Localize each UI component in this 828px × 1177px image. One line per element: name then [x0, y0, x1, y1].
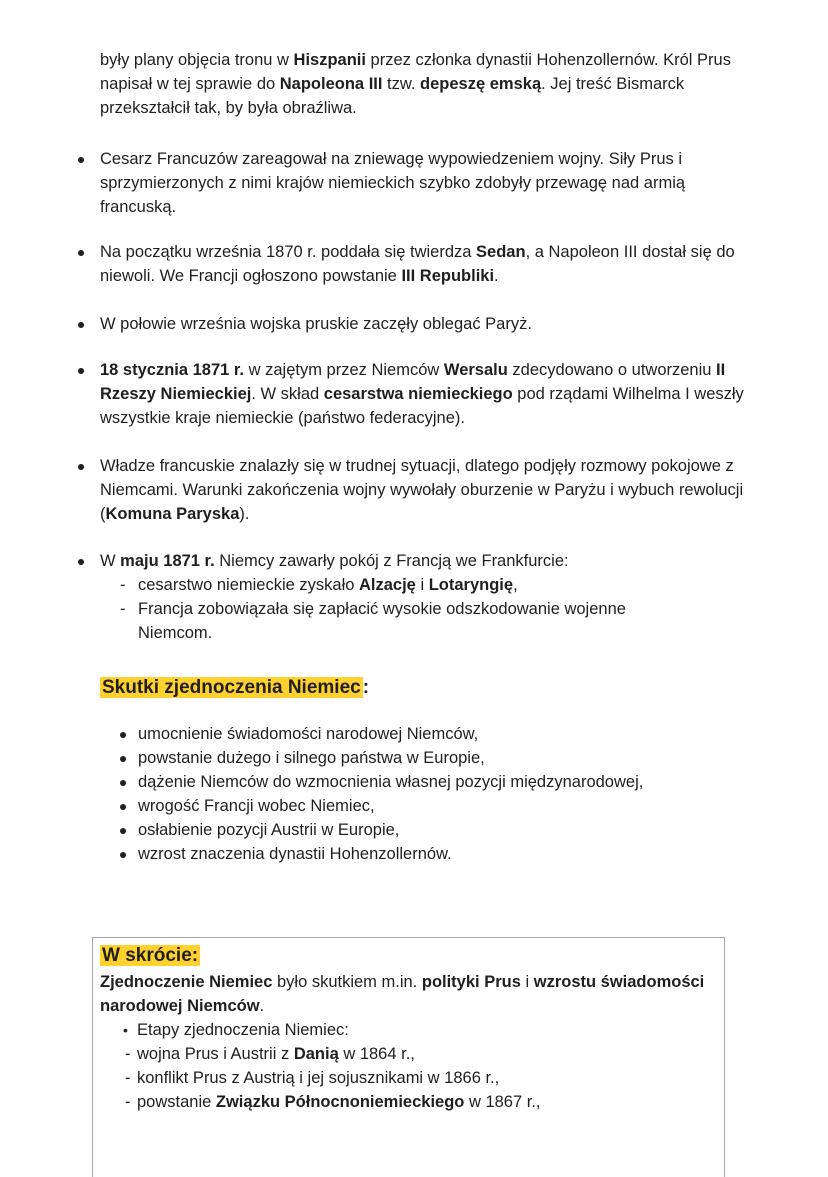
- list-item: wzrost znaczenia dynastii Hohenzollernów.: [138, 842, 738, 866]
- dash-marker: -: [125, 1069, 131, 1087]
- bullet-dot: [78, 250, 84, 256]
- list-item: wrogość Francji wobec Niemiec,: [138, 794, 738, 818]
- bullet-dot: [78, 322, 84, 328]
- bullet-dot: [120, 756, 126, 762]
- stage-item: - powstanie Związku Północnoniemieckiego w 1867 r.,: [137, 1090, 717, 1114]
- dash-marker: -: [120, 576, 126, 594]
- bullet-dot: [78, 464, 84, 470]
- summary-box: [92, 937, 725, 1177]
- effects-list: [138, 722, 738, 866]
- list-item: powstanie dużego i silnego państwa w Europie,: [138, 746, 738, 770]
- bullet-dot: [120, 852, 126, 858]
- intro-paragraph: były plany objęcia tronu w Hiszpanii przez członka dynastii Hohenzollernów. Król Prus napisał w tej sprawie do Napoleona III tzw. depeszę emską. Jej treść Bismarck przekształcił tak, by była obraźliwa.: [100, 51, 731, 117]
- list-item: dążenie Niemców do wzmocnienia własnej pozycji międzynarodowej,: [138, 770, 738, 794]
- bullet-sedan: Na początku września 1870 r. poddała się twierdza Sedan, a Napoleon III dostał się do niewoli. We Francji ogłoszono powstanie III Republiki.: [100, 240, 760, 288]
- bullet-dot: [120, 828, 126, 834]
- bullet-second-reich: 18 stycznia 1871 r. w zajętym przez Niemców Wersalu zdecydowano o utworzeniu II Rzeszy Niemieckiej. W skład cesarstwa niemieckiego pod rządami Wilhelma I weszły wszystkie kraje niemieckie (państwo federacyjne).: [100, 358, 760, 430]
- stage-item: - wojna Prus i Austrii z Danią w 1864 r.,: [137, 1042, 717, 1066]
- stage-item: - konflikt Prus z Austrią i jej sojusznikami w 1866 r.,: [137, 1066, 717, 1090]
- dash-marker: -: [120, 600, 126, 618]
- bullet-dot: [78, 157, 84, 163]
- dash-marker: -: [125, 1093, 131, 1111]
- summary-intro: Zjednoczenie Niemiec było skutkiem m.in. polityki Prus i wzrostu świadomości narodowej Niemców.: [100, 973, 705, 1015]
- stages-label: • Etapy zjednoczenia Niemiec:: [137, 1018, 717, 1042]
- bullet-frankfurt-peace: W maju 1871 r. Niemcy zawarły pokój z Francją we Frankfurcie:: [100, 549, 760, 573]
- bullet-dot: [120, 732, 126, 738]
- list-item: osłabienie pozycji Austrii w Europie,: [138, 818, 738, 842]
- bullet-paris-commune: Władze francuskie znalazły się w trudnej sytuacji, dlatego podjęły rozmowy pokojowe z Niemcami. Warunki zakończenia wojny wywołały oburzenie w Paryżu i wybuch rewolucji (Komuna Paryska).: [100, 454, 760, 526]
- bullet-paris-siege: W połowie września wojska pruskie zaczęły oblegać Paryż.: [100, 312, 760, 336]
- bullet-dot: [78, 559, 84, 565]
- effects-heading: Skutki zjednoczenia Niemiec :: [102, 677, 370, 698]
- bullet-war-declaration: Cesarz Francuzów zareagował na zniewagę wypowiedzeniem wojny. Siły Prus i sprzymierzonych z nimi krajów niemieckich szybko zdobyły przewagę nad armią francuską.: [100, 147, 760, 219]
- bullet-dot: •: [123, 1022, 128, 1038]
- treaty-term-reparations: - Francja zobowiązała się zapłacić wysokie odszkodowanie wojenne Niemcom.: [138, 597, 678, 645]
- bullet-dot: [120, 780, 126, 786]
- bullet-dot: [78, 368, 84, 374]
- treaty-term-alsace: - cesarstwo niemieckie zyskało Alzację i Lotaryngię,: [138, 573, 738, 597]
- bullet-dot: [120, 804, 126, 810]
- dash-marker: -: [125, 1045, 131, 1063]
- list-item: umocnienie świadomości narodowej Niemców,: [138, 722, 738, 746]
- summary-heading: W skrócie:: [102, 945, 199, 966]
